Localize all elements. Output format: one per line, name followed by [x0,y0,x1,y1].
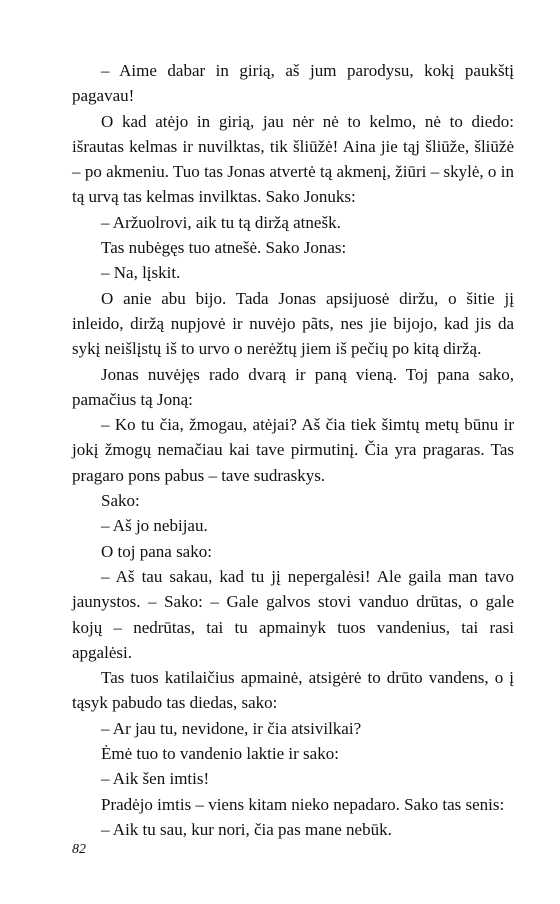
paragraph: – Aržuolrovi, aik tu tą diržą atnešk. [101,212,341,232]
paragraph: – Aime dabar in girią, aš jum parodysu, kokį paukštį pagavau! [72,61,514,106]
paragraph: – Aš tau sakau, kad tu jį nepergalėsi! Ale gaila man tavo jaunystos. – Sako: – Gale galvos stovi vanduo drūtas, o gale kojų – nedrūtas, tai tu apmainyk tuos vandenius, tai rasi apgalėsi. [72,566,514,662]
paragraph: O kad atėjo in girią, jau nėr nė to kelmo, nė to diedo: išrautas kelmas ir nuvilktas, tik šliūžė! Aina jie tąj šliūže, šliūžė – po akmeniu. Tuo tas Jonas atvertė tą akmenį, žiūri – skylė, o in tą urvą tas kelmas invilktas. Sako Jonuks: [72,111,514,207]
paragraph: Sako: [101,491,140,511]
paragraph: – Ar jau tu, nevidone, ir čia atsivilkai? [101,718,362,738]
paragraph: Tas tuos katilaičius apmainė, atsigėrė to drūto vandens, o į tąsyk pabudo tas diedas, sako: [72,668,514,713]
paragraph: Tas nubėgęs tuo atnešė. Sako Jonas: [101,238,347,258]
paragraph: Pradėjo imtis – viens kitam nieko nepadaro. Sako tas senis: [101,794,505,814]
paragraph: – Ko tu čia, žmogau, atėjai? Aš čia tiek šimtų metų būnu ir jokį žmogų nemačiau kai tave pirmutinį. Čia yra pragaras. Tas pragaro pons pabus – tave sudraskys. [72,415,514,485]
paragraph: Jonas nuvėjęs rado dvarą ir paną vieną. Toj pana sako, pamačius tą Joną: [72,364,514,409]
paragraph: O toj pana sako: [101,541,212,561]
paragraph: – Aik tu sau, kur nori, čia pas mane nebūk. [101,819,392,839]
page-number: 82 [72,842,86,857]
paragraph: O anie abu bijo. Tada Jonas apsijuosė diržu, o šitie jį inleido, diržą nupjovė ir nuvėjo pãts, nes jie bijojo, kad jis da sykį neišlįstų iš to urvo o nerėžtų jiem iš pečių po kitą diržą. [72,288,514,359]
paragraph: – Aik šen imtis! [101,769,210,789]
paragraph: Ėmė tuo to vandenio laktie ir sako: [101,744,339,764]
page-text-block [72,58,514,842]
paragraph: – Na, lįskit. [101,263,181,283]
paragraph: – Aš jo nebijau. [101,516,208,536]
